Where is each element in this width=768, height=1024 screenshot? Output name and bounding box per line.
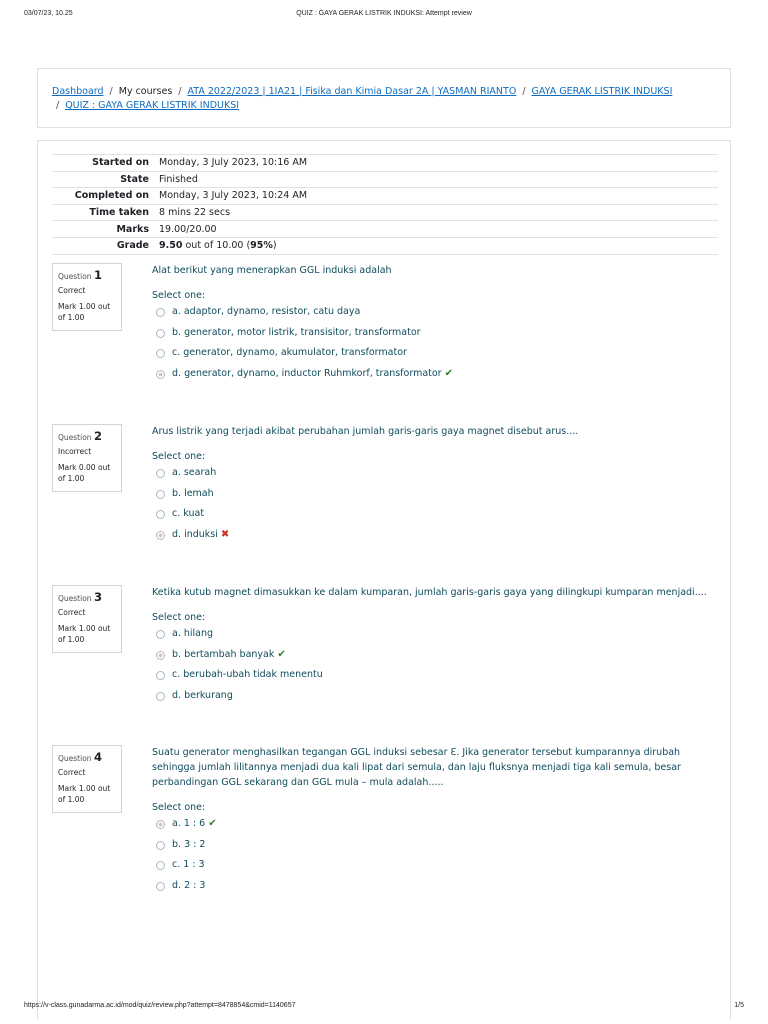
question-text: Alat berikut yang menerapkan GGL induksi adalah xyxy=(152,265,392,276)
question-state: Correct xyxy=(58,608,86,617)
breadcrumb-section-link[interactable]: GAYA GERAK LISTRIK INDUKSI xyxy=(531,86,673,97)
option-label: a. hilang xyxy=(172,628,214,639)
summary-label: Started on xyxy=(92,157,149,169)
print-url: https://v-class.gunadarma.ac.id/mod/quiz/review.php?attempt=8478854&cmid=1140657 xyxy=(24,1002,296,1009)
summary-row-started xyxy=(52,155,718,172)
answer-option[interactable] xyxy=(152,466,712,487)
answer-options xyxy=(152,305,712,387)
question-info-box xyxy=(52,585,122,653)
question-text: Arus listrik yang terjadi akibat perubahan jumlah garis-garis gaya magnet disebut arus.... xyxy=(152,426,579,437)
question-mark: Mark 1.00 out of 1.00 xyxy=(58,784,111,804)
attempt-summary-table xyxy=(52,154,718,255)
option-label: d. generator, dynamo, inductor Ruhmkorf, transformator xyxy=(172,367,442,379)
radio-button[interactable] xyxy=(156,469,165,478)
answer-option[interactable] xyxy=(152,326,712,347)
option-label: d. 2 : 3 xyxy=(172,879,206,891)
select-one-label: Select one: xyxy=(152,451,206,462)
question-label: Question xyxy=(58,433,92,442)
grade-percent: 95% xyxy=(250,240,273,252)
option-label: a. 1 : 6 xyxy=(172,818,206,829)
question-content xyxy=(152,585,712,709)
question-label: Question xyxy=(58,272,92,281)
option-label: a. adaptor, dynamo, resistor, catu daya xyxy=(172,306,361,317)
question-number: 2 xyxy=(93,429,102,443)
grade-close: ) xyxy=(272,240,277,252)
breadcrumb-separator: / xyxy=(109,86,113,97)
radio-button-checked[interactable] xyxy=(156,820,165,829)
answer-option[interactable] xyxy=(152,346,712,367)
question-content xyxy=(152,745,712,899)
breadcrumb-dashboard-link[interactable]: Dashboard xyxy=(52,86,104,97)
breadcrumb-card xyxy=(37,68,731,128)
check-icon: ✔ xyxy=(208,818,217,829)
answer-option[interactable] xyxy=(152,627,712,648)
check-icon: ✔ xyxy=(444,367,453,379)
question-content xyxy=(152,263,712,387)
cross-icon: ✖ xyxy=(220,528,230,540)
answer-option[interactable] xyxy=(152,668,712,689)
question-state: Incorrect xyxy=(58,447,92,456)
radio-button[interactable] xyxy=(156,329,165,338)
option-label: b. generator, motor listrik, transisitor, transformator xyxy=(172,326,421,338)
option-label: d. induksi xyxy=(172,528,218,540)
answer-option[interactable] xyxy=(152,689,712,710)
summary-label: State xyxy=(120,173,149,185)
radio-button[interactable] xyxy=(156,861,165,870)
summary-row-completed xyxy=(52,188,718,205)
grade-out-of: out of 10.00 ( xyxy=(185,240,251,252)
summary-row-time-taken xyxy=(52,204,718,221)
select-one-label: Select one: xyxy=(152,290,206,301)
breadcrumb-quiz-link[interactable]: QUIZ : GAYA GERAK LISTRIK INDUKSI xyxy=(65,100,240,111)
question-text: Suatu generator menghasilkan tegangan GGL induksi sebesar ℇ. Jika generator tersebut kumparannya dirubah sehingga jumlah lilitannya menjadi dua kali lipat dari semula, dan laju fluksnya menjadi tiga kali semula, besar perbandingan GGL sekarang dan GGL mula – mula adalah..... xyxy=(152,747,681,788)
answer-option[interactable] xyxy=(152,507,712,528)
summary-value: 19.00/20.00 xyxy=(159,223,217,235)
option-label: c. berubah-ubah tidak menentu xyxy=(172,669,323,680)
answer-option[interactable] xyxy=(152,838,712,859)
print-datetime: 03/07/23, 10.25 xyxy=(24,10,73,17)
question-text: Ketika kutub magnet dimasukkan ke dalam kumparan, jumlah garis-garis gaya yang dilingkupi kumparan menjadi.... xyxy=(152,587,707,598)
answer-option-selected[interactable] xyxy=(152,528,712,549)
summary-row-grade xyxy=(52,237,718,254)
summary-row-state xyxy=(52,171,718,188)
breadcrumb xyxy=(52,85,712,113)
radio-button-checked[interactable] xyxy=(156,651,165,660)
summary-value: Monday, 3 July 2023, 10:24 AM xyxy=(159,190,308,202)
question-number: 3 xyxy=(93,590,102,604)
summary-row-marks xyxy=(52,221,718,238)
grade-value: 9.50 xyxy=(159,240,183,252)
breadcrumb-course-link[interactable]: ATA 2022/2023 | 1IA21 | Fisika dan Kimia Dasar 2A | YASMAN RIANTO xyxy=(187,86,517,97)
option-label: b. bertambah banyak xyxy=(172,648,275,660)
question-info-box xyxy=(52,263,122,331)
question-mark: Mark 1.00 out of 1.00 xyxy=(58,302,111,322)
option-label: c. 1 : 3 xyxy=(172,859,205,870)
question-label: Question xyxy=(58,754,92,763)
option-label: a. searah xyxy=(172,467,217,478)
radio-button[interactable] xyxy=(156,882,165,891)
breadcrumb-separator: / xyxy=(56,100,60,111)
option-label: d. berkurang xyxy=(172,689,233,701)
question-number: 1 xyxy=(93,268,102,282)
option-label: b. 3 : 2 xyxy=(172,838,206,850)
question-number: 4 xyxy=(93,750,102,764)
question-state: Correct xyxy=(58,286,86,295)
answer-option-selected[interactable] xyxy=(152,648,712,669)
summary-label: Completed on xyxy=(74,190,149,202)
answer-option[interactable] xyxy=(152,858,712,879)
radio-button-checked[interactable] xyxy=(156,370,165,379)
summary-value xyxy=(159,237,718,254)
radio-button[interactable] xyxy=(156,510,165,519)
answer-option[interactable] xyxy=(152,879,712,900)
answer-option[interactable] xyxy=(152,305,712,326)
print-page-number: 1/5 xyxy=(734,1002,744,1009)
radio-button[interactable] xyxy=(156,630,165,639)
select-one-label: Select one: xyxy=(152,802,206,813)
radio-button[interactable] xyxy=(156,692,165,701)
answer-option[interactable] xyxy=(152,487,712,508)
option-label: c. generator, dynamo, akumulator, transformator xyxy=(172,347,407,358)
summary-value: Finished xyxy=(159,173,198,185)
radio-button[interactable] xyxy=(156,308,165,317)
breadcrumb-separator: / xyxy=(522,86,526,97)
question-mark: Mark 0.00 out of 1.00 xyxy=(58,463,111,483)
question-content xyxy=(152,424,712,548)
summary-label: Marks xyxy=(116,223,149,235)
question-mark: Mark 1.00 out of 1.00 xyxy=(58,624,111,644)
radio-button[interactable] xyxy=(156,841,165,850)
radio-button[interactable] xyxy=(156,490,165,499)
breadcrumb-my-courses: My courses xyxy=(118,86,173,97)
summary-label: Time taken xyxy=(89,207,149,219)
answer-option-selected[interactable] xyxy=(152,817,712,838)
answer-options xyxy=(152,627,712,709)
option-label: b. lemah xyxy=(172,487,214,499)
question-label: Question xyxy=(58,594,92,603)
question-state: Correct xyxy=(58,768,86,777)
radio-button[interactable] xyxy=(156,671,165,680)
quiz-review-card xyxy=(37,140,731,1020)
option-label: c. kuat xyxy=(172,508,205,519)
question-info-box xyxy=(52,745,122,813)
question-info-box xyxy=(52,424,122,492)
print-title: QUIZ : GAYA GERAK LISTRIK INDUKSI: Attempt review xyxy=(296,10,472,17)
answer-option-selected[interactable] xyxy=(152,367,712,388)
radio-button-checked[interactable] xyxy=(156,531,165,540)
summary-value: Monday, 3 July 2023, 10:16 AM xyxy=(159,157,308,169)
answer-options xyxy=(152,466,712,548)
breadcrumb-separator: / xyxy=(178,86,182,97)
summary-label: Grade xyxy=(116,240,149,252)
radio-button[interactable] xyxy=(156,349,165,358)
answer-options xyxy=(152,817,712,899)
select-one-label: Select one: xyxy=(152,612,206,623)
summary-value: 8 mins 22 secs xyxy=(159,207,231,219)
check-icon: ✔ xyxy=(277,648,286,660)
